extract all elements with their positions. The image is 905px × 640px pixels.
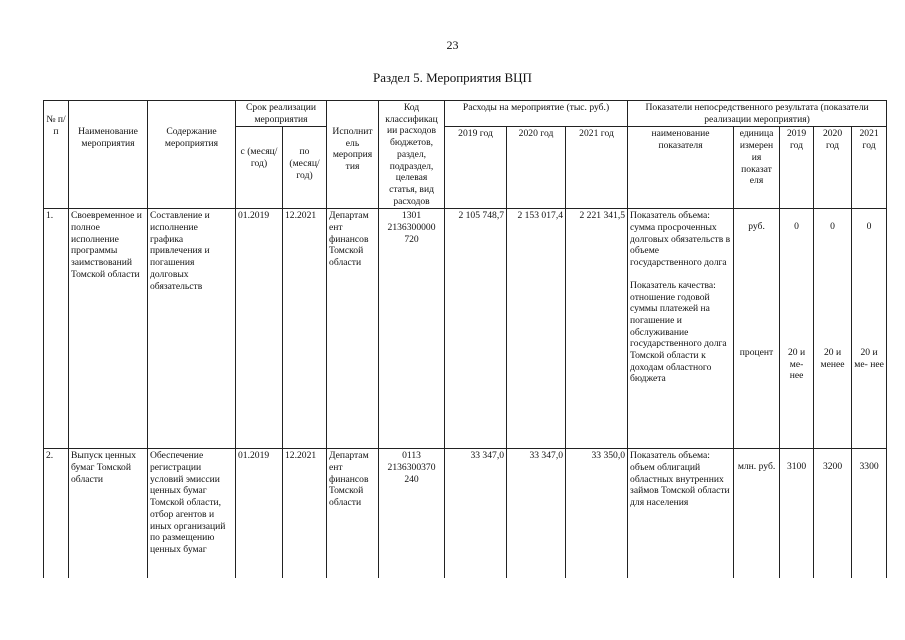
row-executor: Департам ент финансов Томской области [327,209,379,449]
section-heading: Раздел 5. Мероприятия ВЦП [373,70,532,85]
row-expense-2020: 2 153 017,4 [507,209,566,449]
row-content: Обеспечение регистрации условий эмиссии ценных бумаг Томской области, отбор агентов и иных организаций по размещению ценных бумаг [148,449,236,578]
header-expense-2020: 2020 год [507,127,566,209]
header-expense-2019: 2019 год [445,127,507,209]
header-name: Наименование мероприятия [69,101,148,209]
page-number: 23 [446,38,459,52]
row-value-2019-cell [780,209,814,449]
row-from: 01.2019 [236,449,283,578]
row-num: 2. [44,449,69,578]
row-value-2021-cell [852,449,887,578]
indicator-volume: Показатель объема: сумма просроченных долговых обязательств в объеме государственного долга [630,210,731,269]
header-from: с (месяц/ год) [236,127,283,209]
row-value-2019-cell [780,449,814,578]
row-expense-2019: 2 105 748,7 [445,209,507,449]
row-to: 12.2021 [283,209,327,449]
header-num: № п/п [44,101,69,209]
row-from: 01.2019 [236,209,283,449]
row-content: Составление и исполнение графика привлечения и погашения долговых обязательств [148,209,236,449]
header-code: Код классификац ии расходов бюджетов, раздел, подраздел, целевая статья, вид расходов [379,101,445,209]
unit-quality: процент [739,347,774,359]
table-row [44,449,887,578]
unit-volume: млн. руб. [737,461,776,473]
row-value-2021-cell [852,209,887,449]
header-expense-2021: 2021 год [566,127,628,209]
row-expense-2021: 33 350,0 [566,449,628,578]
row-indicator-cell [628,209,734,449]
row-executor: Департам ент финансов Томской области [327,449,379,578]
row-indicator-cell [628,449,734,578]
value-volume-2021: 3300 [859,461,879,473]
header-indicator-2019: 2019 год [780,127,814,209]
row-expense-2020: 33 347,0 [507,449,566,578]
row-code: 1301 2136300000 720 [379,209,445,449]
header-period: Срок реализации мероприятия [236,101,327,127]
header-expenses: Расходы на мероприятие (тыс. руб.) [445,101,628,127]
row-code: 0113 2136300370 240 [379,449,445,578]
value-quality-2019: 20 и ме- нее [787,347,806,382]
table-row [44,209,887,449]
row-expense-2019: 33 347,0 [445,449,507,578]
row-unit-cell [734,449,780,578]
header-indicator-2021: 2021 год [852,127,887,209]
row-to: 12.2021 [283,449,327,578]
row-name: Выпуск ценных бумаг Томской области [69,449,148,578]
value-volume-2019: 3100 [786,461,807,473]
header-to: по (месяц/ год) [283,127,327,209]
row-value-2020-cell [814,449,852,578]
value-volume-2019: 0 [794,221,799,233]
indicator-volume: Показатель объема: объем облигаций областных внутренних займов Томской области для населения [630,450,730,509]
header-indicator-name: наименование показателя [628,127,734,209]
header-executor: Исполнит ель мероприя тия [327,101,379,209]
value-volume-2021: 0 [866,221,872,233]
row-num: 1. [44,209,69,449]
header-content: Содержание мероприятия [148,101,236,209]
header-indicator-2020: 2020 год [814,127,852,209]
table-header-row [44,101,887,127]
indicator-quality: Показатель качества: отношение годовой суммы платежей на погашение и обслуживание государственного долга Томской области к доходам областного бюджета [630,279,727,385]
header-unit: единица измерен ия показат еля [734,127,780,209]
value-volume-2020: 0 [830,221,835,233]
row-value-2020-cell [814,209,852,449]
measures-table [43,100,887,578]
row-unit-cell [734,209,780,449]
row-expense-2021: 2 221 341,5 [566,209,628,449]
value-volume-2020: 3200 [822,461,843,473]
value-quality-2020: 20 и менее [820,347,845,370]
value-quality-2021: 20 и ме- нее [854,347,884,370]
header-indicators: Показатели непосредственного результата (показатели реализации мероприятия) [628,101,887,127]
unit-volume: руб. [748,221,765,233]
row-name: Своевременное и полное исполнение программы заимствований Томской области [69,209,148,449]
